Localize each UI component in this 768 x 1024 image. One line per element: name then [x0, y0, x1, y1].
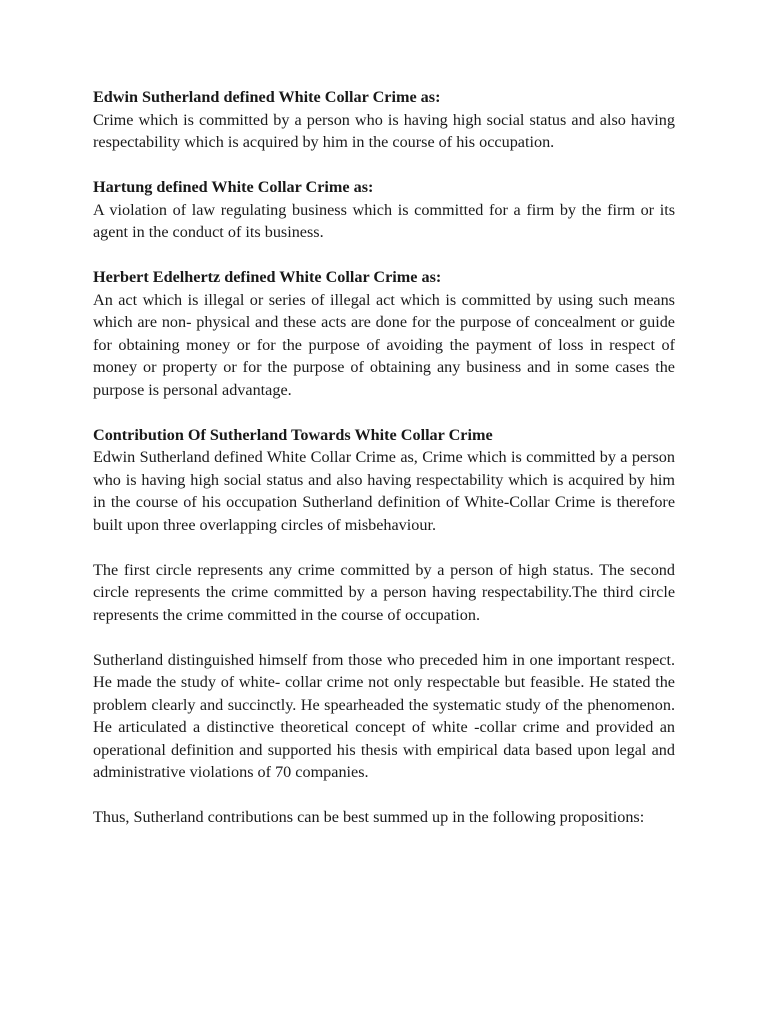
- section-edelhertz-definition: [93, 266, 675, 401]
- section-heading: Edwin Sutherland defined White Collar Crime as:: [93, 88, 441, 106]
- paragraph-text: Thus, Sutherland contributions can be best summed up in the following propositions:: [93, 808, 645, 826]
- section-hartung-definition: [93, 176, 675, 244]
- section-body: Edwin Sutherland defined White Collar Crime as, Crime which is committed by a person who is having high social status and also having respectability which is acquired by him in the course of his occupation Sutherland definition of White-Collar Crime is therefore built upon three overlapping circles of misbehaviour.: [93, 448, 675, 534]
- section-heading: Hartung defined White Collar Crime as:: [93, 178, 374, 196]
- paragraph-text: Sutherland distinguished himself from those who preceded him in one important respect. He made the study of white- collar crime not only respectable but feasible. He stated the problem clearly and succinctly. He spearheaded the systematic study of the phenomenon. He articulated a distinctive theoretical concept of white -collar crime and provided an operational definition and supported his thesis with empirical data based upon legal and administrative violations of 70 companies.: [93, 650, 675, 781]
- paragraph-sutherland-distinguished: [93, 649, 675, 784]
- section-sutherland-definition: [93, 86, 675, 154]
- paragraph-text: The first circle represents any crime committed by a person of high status. The second circle represents the crime committed by a person having respectability.The third circle represents the crime committed in the course of occupation.: [93, 560, 675, 624]
- paragraph-three-circles: [93, 559, 675, 627]
- document-page: [93, 86, 675, 851]
- section-body: A violation of law regulating business which is committed for a firm by the firm or its agent in the conduct of its business.: [93, 200, 675, 241]
- section-heading: Herbert Edelhertz defined White Collar Crime as:: [93, 268, 442, 286]
- section-heading: Contribution Of Sutherland Towards White Collar Crime: [93, 425, 493, 444]
- section-body: An act which is illegal or series of illegal act which is committed by using such means which are non- physical and these acts are done for the purpose of concealment or guide for obtaining money or for the purpose of avoiding the payment of loss in respect of money or property or for the purpose of obtaining any business and in some cases the purpose is personal advantage.: [93, 290, 675, 399]
- section-sutherland-contribution: [93, 424, 675, 537]
- section-body: Crime which is committed by a person who is having high social status and also having respectability which is acquired by him in the course of his occupation.: [93, 110, 675, 151]
- paragraph-propositions: [93, 806, 675, 829]
